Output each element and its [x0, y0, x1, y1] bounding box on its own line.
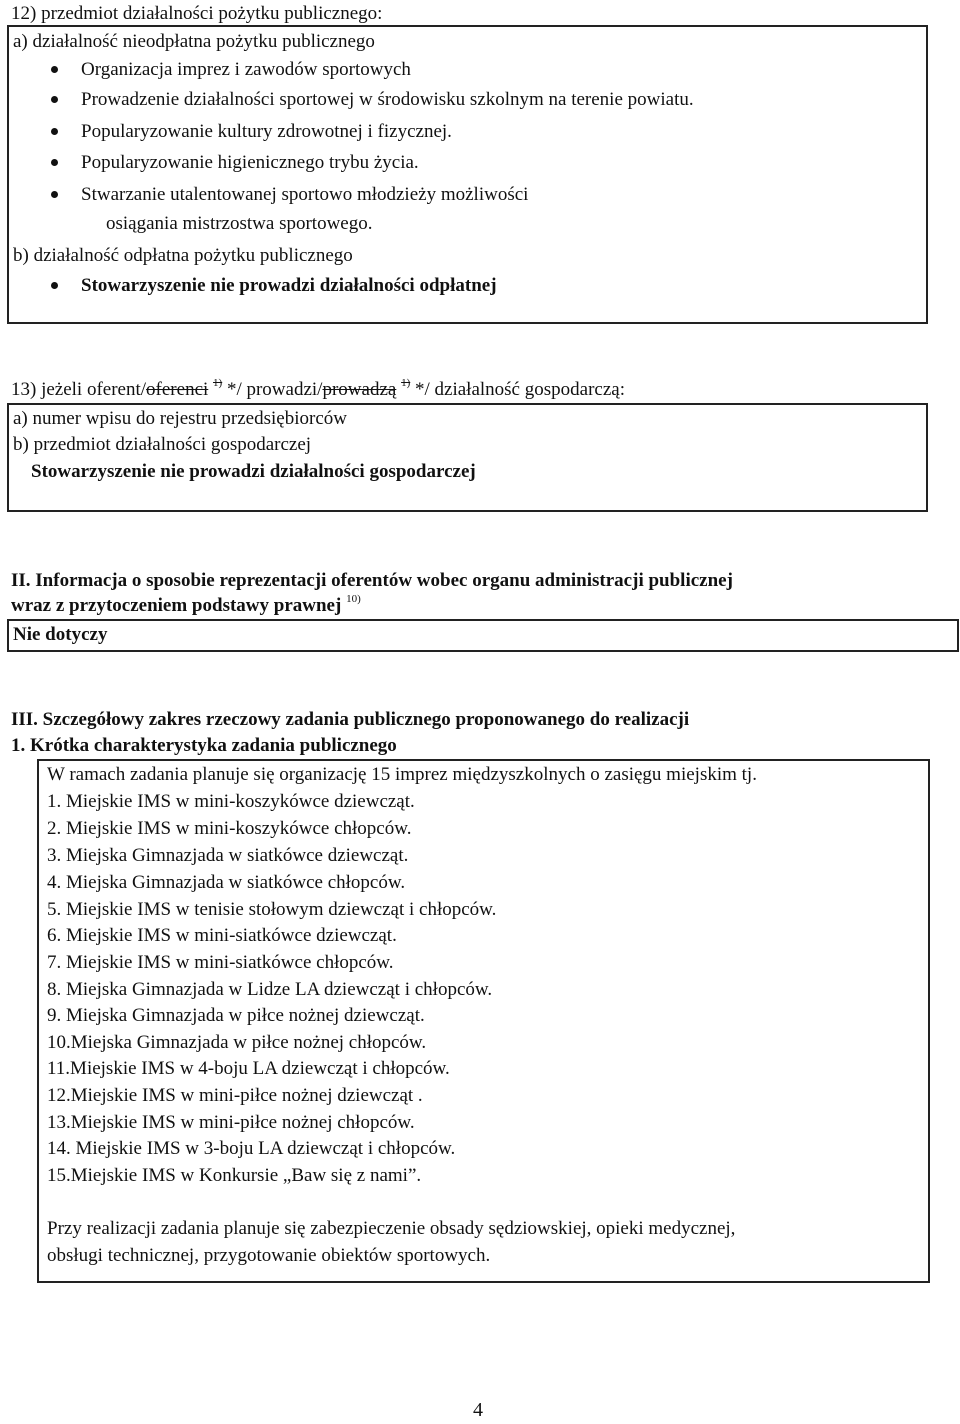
section-13-text: */ działalność gospodarczą: — [410, 379, 625, 400]
event-item: 7. Miejskie IMS w mini-siatkówce chłopców. — [47, 952, 394, 973]
event-item: 14. Miejskie IMS w 3-boju LA dziewcząt i chłopców. — [47, 1138, 456, 1159]
list-item: Stwarzanie utalentowanej sportowo młodzieży możliwości — [81, 184, 529, 205]
section-III-subheading: 1. Krótka charakterystyka zadania publicznego — [11, 735, 397, 756]
section-III-intro: W ramach zadania planuje się organizację 15 imprez międzyszkolnych o zasięgu miejskim tj. — [47, 764, 757, 785]
footnote-ref: 10) — [346, 592, 361, 605]
section-13a-label: a) numer wpisu do rejestru przedsiębiorców — [13, 408, 347, 429]
list-item: Popularyzowanie higienicznego trybu życia. — [81, 152, 419, 173]
list-item: Popularyzowanie kultury zdrowotnej i fizycznej. — [81, 121, 452, 142]
section-13-text: */ prowadzi/ — [222, 379, 323, 400]
section-13b-value: Stowarzyszenie nie prowadzi działalności gospodarczej — [31, 461, 476, 482]
event-item: 3. Miejska Gimnazjada w siatkówce dziewcząt. — [47, 845, 409, 866]
event-item: 11.Miejskie IMS w 4-boju LA dziewcząt i chłopców. — [47, 1058, 450, 1079]
list-item: Organizacja imprez i zawodów sportowych — [81, 59, 411, 80]
footnote-ref: 1) — [401, 376, 411, 389]
bullet-icon — [51, 159, 58, 166]
event-item: 9. Miejska Gimnazjada w piłce nożnej dziewcząt. — [47, 1005, 425, 1026]
event-item: 13.Miejskie IMS w mini-piłce nożnej chłopców. — [47, 1112, 415, 1133]
footnote-ref: 1) — [213, 376, 223, 389]
list-item-continuation: osiągania mistrzostwa sportowego. — [106, 213, 373, 234]
event-item: 6. Miejskie IMS w mini-siatkówce dziewcząt. — [47, 925, 397, 946]
section-III-closing: Przy realizacji zadania planuje się zabezpieczenie obsady sędziowskiej, opieki medycznej, — [47, 1218, 736, 1239]
event-item: 8. Miejska Gimnazjada w Lidze LA dziewcząt i chłopców. — [47, 979, 493, 1000]
bullet-icon — [51, 66, 58, 73]
section-II-heading: II. Informacja o sposobie reprezentacji oferentów wobec organu administracji publicznej — [11, 570, 733, 591]
section-II-heading-text: wraz z przytoczeniem podstawy prawnej — [11, 595, 342, 616]
bullet-icon — [51, 191, 58, 198]
struck-text: prowadzą — [322, 379, 397, 400]
event-item: 10.Miejska Gimnazjada w piłce nożnej chłopców. — [47, 1032, 427, 1053]
event-item: 1. Miejskie IMS w mini-koszykówce dziewcząt. — [47, 791, 415, 812]
event-item: 2. Miejskie IMS w mini-koszykówce chłopców. — [47, 818, 412, 839]
list-item: Prowadzenie działalności sportowej w środowisku szkolnym na terenie powiatu. — [81, 89, 694, 110]
section-12-title: 12) przedmiot działalności pożytku publicznego: — [11, 3, 383, 24]
section-II-heading-cont — [11, 592, 361, 619]
section-III-closing-cont: obsługi technicznej, przygotowanie obiektów sportowych. — [47, 1245, 491, 1266]
page-number: 4 — [473, 1399, 483, 1421]
section-12b-heading: b) działalność odpłatna pożytku publicznego — [13, 245, 353, 266]
section-12a-heading: a) działalność nieodpłatna pożytku publicznego — [13, 31, 375, 52]
bullet-icon — [51, 96, 58, 103]
section-II-value: Nie dotyczy — [13, 624, 108, 645]
list-item: Stowarzyszenie nie prowadzi działalności odpłatnej — [81, 275, 497, 296]
event-item: 12.Miejskie IMS w mini-piłce nożnej dziewcząt . — [47, 1085, 423, 1106]
event-item: 5. Miejskie IMS w tenisie stołowym dziewcząt i chłopców. — [47, 899, 497, 920]
event-item: 4. Miejska Gimnazjada w siatkówce chłopców. — [47, 872, 406, 893]
bullet-icon — [51, 282, 58, 289]
section-III-heading: III. Szczegółowy zakres rzeczowy zadania publicznego proponowanego do realizacji — [11, 709, 690, 730]
bullet-icon — [51, 128, 58, 135]
struck-text: oferenci — [146, 379, 209, 400]
section-13b-label: b) przedmiot działalności gospodarczej — [13, 434, 312, 455]
section-II-box — [7, 619, 959, 652]
event-item: 15.Miejskie IMS w Konkursie „Baw się z nami”. — [47, 1165, 422, 1186]
section-13-title — [11, 376, 625, 403]
section-13-text: 13) jeżeli oferent/ — [11, 379, 147, 400]
